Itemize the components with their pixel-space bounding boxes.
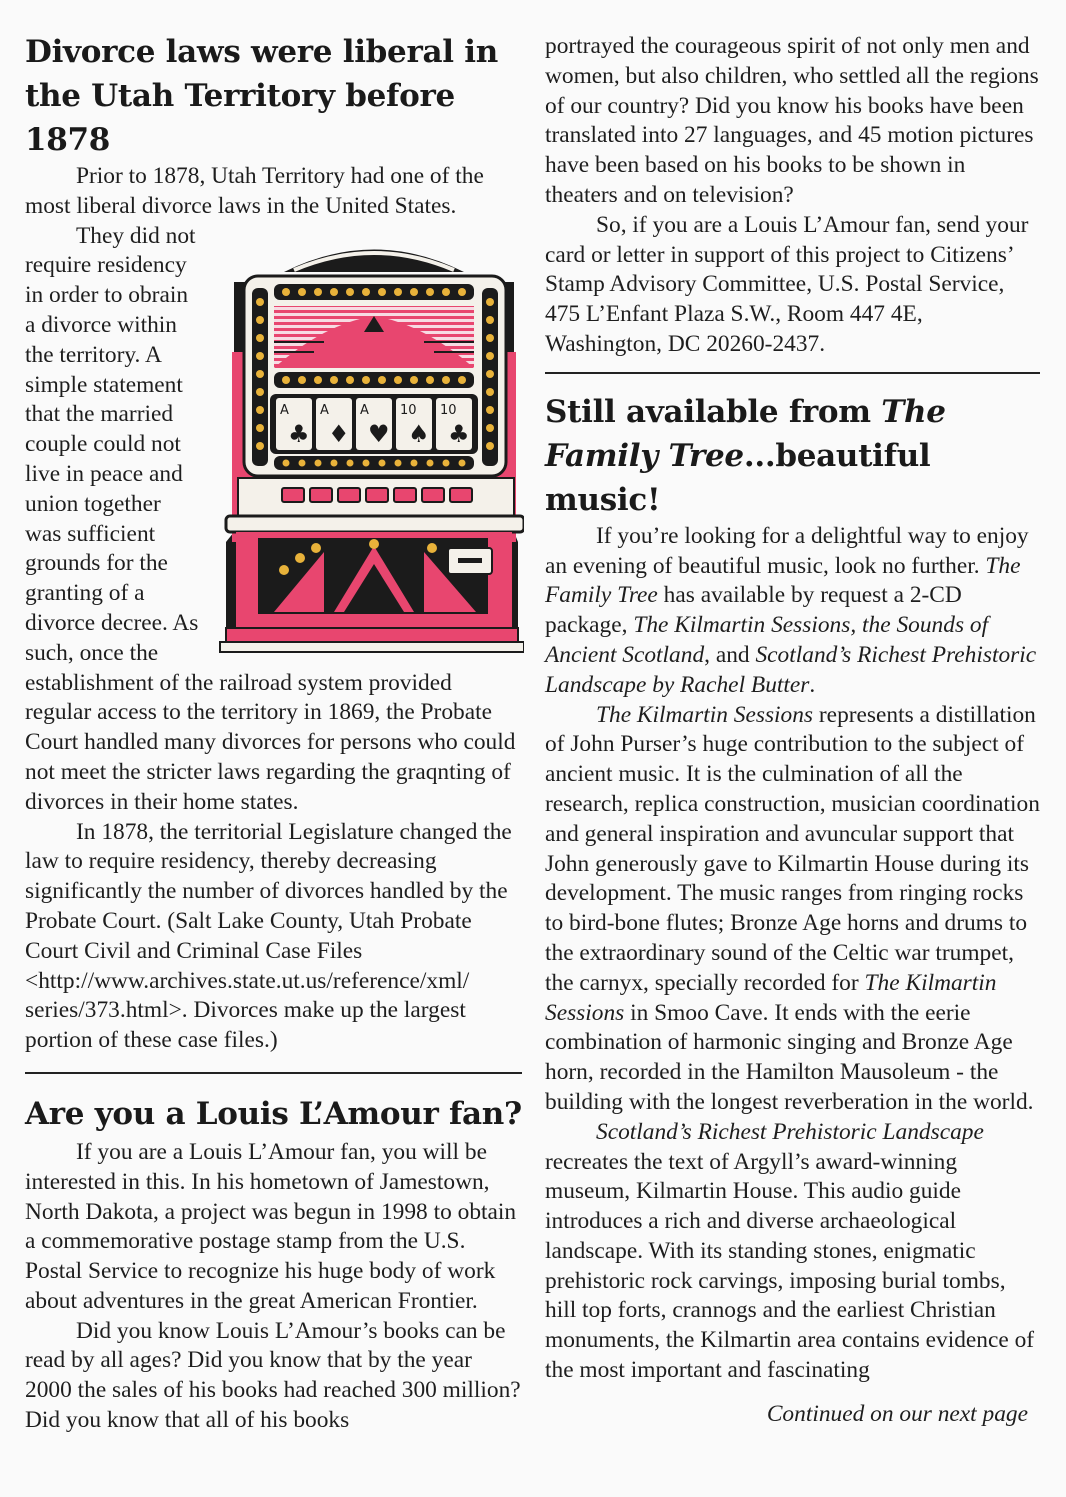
card-suit: ♥ [368,419,390,448]
card-suit: ♣ [448,419,470,448]
text: recreates the text of Argyll’s award-winning museum, Kilmartin House. This audio guide introduces a rich and diverse archaeological landscape. With its standing stones, enigmatic prehistoric rock carvings, imposing burial tombs, hill top forts, crannogs and the earliest Christian monuments, the Kilmartin area contains evidence of the most important and fascinating [545,1148,1035,1384]
lamour-article-title: Are you a Louis L’Amour fan? [25,1095,522,1132]
divorce-paragraph-3: In 1878, the territorial Legislature changed the law to require residency, thereby decreasing significantly the number of divorces handled by the Probate Court. (Salt Lake County, Utah Probate Court Civil and Criminal Case Files <http://www.archives.state.ut.us/reference/xml/ series/373.html>. Divorces make up the largest portion of these case files.) [25,818,512,1054]
card-rank: 10 [440,402,457,418]
text: , and [704,641,756,668]
card-suit: ♦ [328,419,350,448]
section-divider [25,1072,522,1074]
playing-cards [276,398,472,450]
continued-note: Continued on our next page [766,1400,1028,1427]
music-paragraph-2 [545,701,1040,1118]
text: . [809,671,816,698]
text: in Smoo Cave. It ends with the eerie combination of harmonic singing and Bronze Age horn, recorded in the Hamilton Mausoleum - the building with the longest reverberation in the world. [545,999,1034,1115]
card-rank: A [320,402,329,418]
music-paragraph-3 [545,1118,1040,1386]
divorce-paragraph-1: Prior to 1878, Utah Territory had one of the most liberal divorce laws in the United States. [25,163,484,219]
italic-text: The Kilmartin Sessions [545,969,997,1026]
music-article-title [545,390,1040,522]
text: represents a distillation of John Purser’s huge contribution to the subject of ancient music. It is the culmination of all the research, replica construction, musician coordination and general inspiration and avuncular support that John generously gave to Kilmartin House during its development. The music ranges from ringing rocks to bird-bone flutes; Bronze Age horns and drums to the extraordinary sound of the Celtic war trumpet, the carnyx, specially recorded for [545,701,1040,996]
card-rank: A [360,402,369,418]
section-divider [545,372,1040,374]
title-text: ...beautiful music! [545,437,931,518]
divorce-paragraph-2: They did not require residency in order to obrain a divorce within the territory. A simple statement that the married couple could not live in peace and union together was sufficient grounds for the granting of a divorce decree. As such, once the establishment of the railroad system provided regular access to the territory in 1869, the Probate Court handled many divorces for persons who could not meet the stricter laws regarding the graqnting of divorces in their home states. [25,222,516,815]
italic-text: Scotland’s Richest Prehistoric Landscape [596,1118,984,1145]
title-italic: The Family Tree [545,393,946,474]
card-suit: ♣ [288,419,310,448]
card-rank: A [280,402,289,418]
italic-text: The Kilmartin Sessions, the Sounds of Ancient Scotland [545,612,989,668]
lamour-paragraph-3: So, if you are a Louis L’Amour fan, send your card or letter in support of this project to Citizens’ Stamp Advisory Committee, U.S. Postal Service, 475 L’Enfant Plaza S.W., Room 447 4E, Washington, DC 20260-2437. [545,211,1029,357]
text: has available by request a 2-CD package, [545,582,962,639]
music-paragraph-1 [545,522,1040,701]
divorce-paragraph-2-wrap [25,222,522,818]
text: If you’re looking for a delightful way to enjoy an evening of beautiful music, look no further. [545,522,1029,579]
slot-machine-illustration [214,232,524,662]
italic-text: The Family Tree [545,552,1021,609]
divorce-article-title: Divorce laws were liberal in the Utah Territory before 1878 [25,34,498,158]
lamour-paragraph-1: If you are a Louis L’Amour fan, you will be interested in this. In his hometown of Jamestown, North Dakota, a project was begun in 1998 to obtain a commemorative postage stamp from the U.S. Postal Service to recognize his huge body of work about adventures in the great American Frontier. [25,1138,517,1314]
italic-text: The Kilmartin Sessions [596,701,814,728]
right-column [545,32,1040,1430]
lamour-paragraph-2: Did you know Louis L’Amour’s books can be read by all ages? Did you know that by the year 2000 the sales of his books had reached 300 million? Did you know that all of his books [25,1317,521,1434]
card-rank: 10 [400,402,417,418]
italic-text: Scotland’s Richest Prehistoric Landscape by Rachel Butter [545,641,1037,698]
left-column [25,30,522,1436]
lamour-paragraph-2-continued: portrayed the courageous spirit of not only men and women, but also children, who settled all the regions of our country? Did you know his books have been translated into 27 languages, and 45 motion pictures have been based on his books to be shown in theaters and on television? [545,33,1039,208]
title-text: Still available from [545,393,882,430]
card-suit: ♠ [408,419,430,448]
